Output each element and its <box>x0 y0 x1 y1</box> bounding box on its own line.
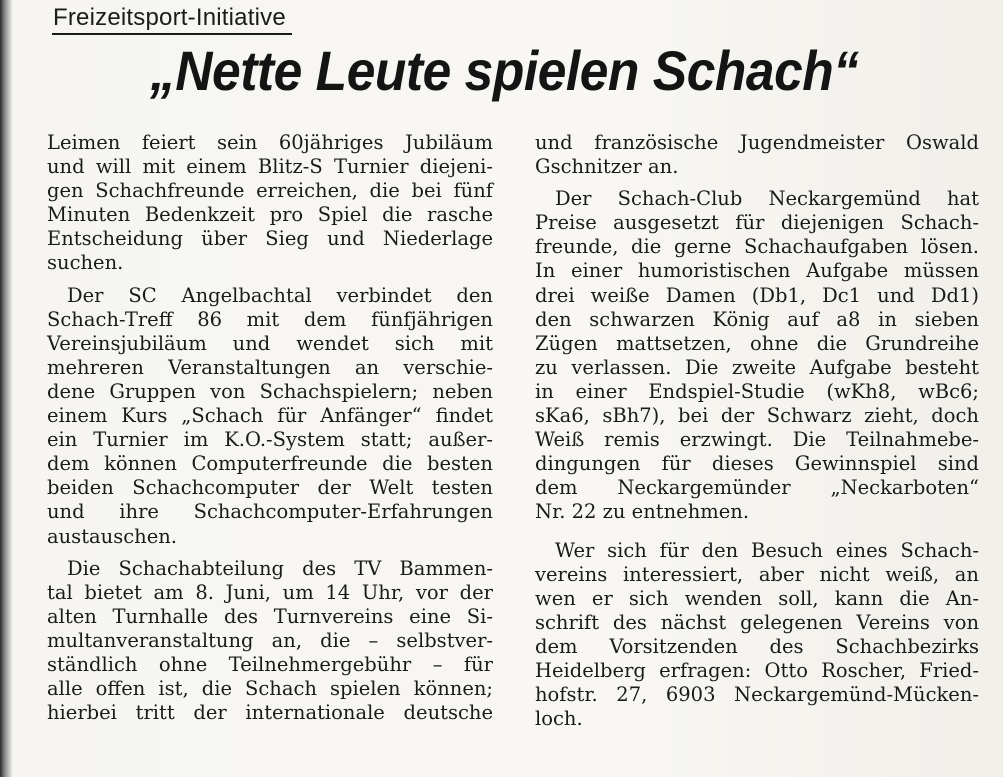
text-line: suchen. <box>47 251 124 275</box>
text-line: und will mit einem Blitz-S Turnier diejeni- <box>47 155 493 179</box>
text-line: mehreren Veranstaltungen an verschie- <box>47 355 493 379</box>
text-line: Leimen feiert sein 60jähriges Jubiläum <box>47 131 493 154</box>
text-line: Die Schachabteilung des TV Bammen- <box>67 556 493 580</box>
text-line: dene Gruppen von Schachspielern; neben <box>47 379 493 403</box>
paragraph <box>47 131 493 276</box>
text-line: In einer humoristischen Aufgabe müssen <box>535 259 979 283</box>
text-line: alten Turnhalle des Turnvereins eine Si- <box>47 604 493 628</box>
text-line: Weiß remis erzwingt. Die Teilnahmebe- <box>535 428 979 452</box>
text-line: den schwarzen König auf a8 in sieben <box>535 307 979 331</box>
text-line: ein Turnier im K.O.-System statt; außer- <box>47 428 493 452</box>
text-line: freunde, die gerne Schachaufgaben lösen. <box>535 235 979 259</box>
text-line: dem Neckargemünder „Neckarboten“ <box>535 476 979 500</box>
text-line: hierbei tritt der internationale deutsche <box>47 701 493 725</box>
text-line: Wer sich für den Besuch eines Schach- <box>555 538 979 562</box>
text-line: vereins interessiert, aber nicht weiß, an <box>535 562 979 586</box>
text-line: dem können Computerfreunde die besten <box>47 452 493 476</box>
text-line: hofstr. 27, 6903 Neckargemünd-Mücken- <box>535 683 979 707</box>
text-line: Minuten Bedenkzeit pro Spiel die rasche <box>47 203 493 227</box>
paragraph <box>47 284 493 549</box>
text-line: Preise ausgesetzt für diejenigen Schach- <box>535 211 979 235</box>
text-line: Der Schach-Club Neckargemünd hat <box>555 187 979 211</box>
text-line: multanveranstaltung an, die – selbstver- <box>47 628 493 652</box>
text-line: tal bietet am 8. Juni, um 14 Uhr, vor der <box>47 580 493 604</box>
text-line: drei weiße Damen (Db1, Dc1 und Dd1) <box>535 283 979 307</box>
text-line: ständlich ohne Teilnehmergebühr – für <box>47 652 493 676</box>
text-line: Nr. 22 zu entnehmen. <box>535 500 750 524</box>
paragraph <box>535 539 979 732</box>
scan-edge-shadow <box>0 0 12 777</box>
text-line: loch. <box>535 707 583 731</box>
text-line: gen Schachfreunde erreichen, die bei fünf <box>47 179 493 203</box>
text-line: alle offen ist, die Schach spielen können; <box>47 677 493 701</box>
text-line: dem Vorsitzenden des Schachbezirks <box>535 634 979 658</box>
text-line: und französische Jugendmeister Oswald <box>535 131 979 154</box>
text-line: dingungen für dieses Gewinnspiel sind <box>535 452 979 476</box>
text-line: Schach-Treff 86 mit dem fünfjährigen <box>47 307 493 331</box>
paragraph <box>535 131 979 179</box>
left-column <box>47 131 493 725</box>
text-line: in einer Endspiel-Studie (wKh8, wBc6; <box>535 379 979 403</box>
text-line: und ihre Schachcomputer-Erfahrungen <box>47 500 493 524</box>
article-headline: „Nette Leute spielen Schach“ <box>150 39 859 102</box>
text-line: schrift des nächst gelegenen Vereins von <box>535 610 979 634</box>
text-line: wen er sich wenden soll, kann die An- <box>535 586 979 610</box>
text-line: beiden Schachcomputer der Welt testen <box>47 476 493 500</box>
text-line: sKa6, sBh7), bei der Schwarz zieht, doch <box>535 404 979 428</box>
text-line: Heidelberg erfragen: Otto Roscher, Fried- <box>535 658 979 682</box>
text-line: einem Kurs „Schach für Anfänger“ findet <box>47 404 493 428</box>
paragraph <box>535 187 979 524</box>
text-line: austauschen. <box>47 524 177 548</box>
text-line: zu verlassen. Die zweite Aufgabe besteht <box>535 355 979 379</box>
text-line: Vereinsjubiläum und wendet sich mit <box>47 331 493 355</box>
article-kicker: Freizeitsport-Initiative <box>52 4 292 35</box>
text-line: Zügen mattsetzen, ohne die Grundreihe <box>535 331 979 355</box>
paragraph <box>47 557 493 726</box>
text-line: Gschnitzer an. <box>535 155 679 179</box>
right-column <box>535 131 979 731</box>
text-line: Der SC Angelbachtal verbindet den <box>67 283 493 307</box>
text-line: Entscheidung über Sieg und Niederlage <box>47 227 493 251</box>
